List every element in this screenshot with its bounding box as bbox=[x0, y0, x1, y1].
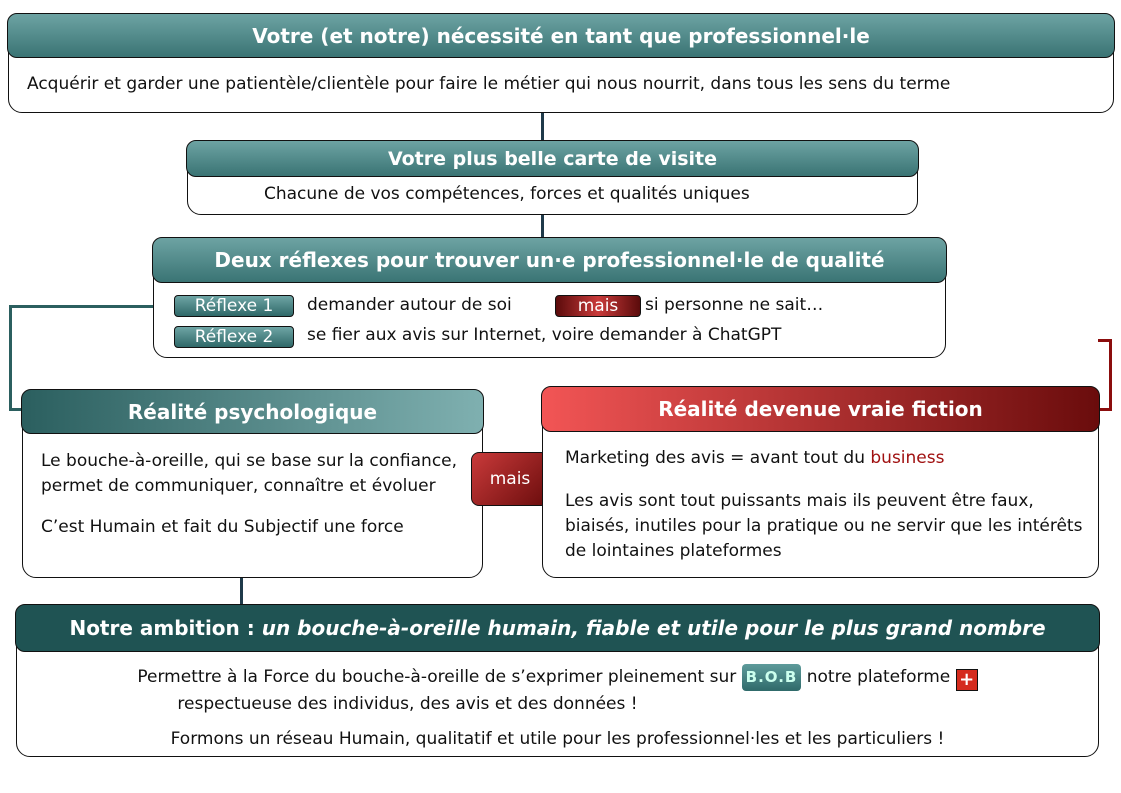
need-text: Acquérir et garder une patientèle/clientèle pour faire le métier qui nous nourrit, dans tous les sens du terme bbox=[27, 74, 951, 94]
ambition-line-3: Formons un réseau Humain, qualitatif et utile pour les professionnel·les et les particuliers ! bbox=[170, 729, 945, 749]
business-word: business bbox=[870, 448, 945, 468]
fiction-p1-text: Marketing des avis = avant tout du bbox=[565, 448, 871, 468]
reflex-2-badge: Réflexe 2 bbox=[174, 326, 294, 348]
reflex-1-text: demander autour de soi bbox=[307, 295, 512, 315]
need-box bbox=[8, 14, 1114, 113]
bob-logo: B.O.B bbox=[742, 664, 802, 691]
ambition-title bbox=[15, 604, 1099, 652]
ambition-title-text: un bouche-à-oreille humain, fiable et utile pour le plus grand nombre bbox=[261, 616, 1046, 641]
ambition-line-2: respectueuse des individus, des avis et des données ! bbox=[177, 694, 638, 714]
reflex-2-text: se fier aux avis sur Internet, voire demander à ChatGPT bbox=[307, 325, 782, 345]
card-box bbox=[187, 141, 918, 215]
reflexes-title: Deux réflexes pour trouver un·e professionnel·le de qualité bbox=[152, 237, 946, 283]
reflex-1-tail: si personne ne sait… bbox=[645, 295, 824, 315]
fiction-p2: Les avis sont tout puissants mais ils peuvent être faux, biaisés, inutiles pour la pratique ou ne servir que les intérêts de lointaines plateformes bbox=[565, 491, 1083, 561]
fiction-text bbox=[565, 446, 1085, 564]
ambition-l1b: notre plateforme bbox=[801, 667, 956, 687]
ambition-text bbox=[17, 664, 1098, 753]
fiction-title: Réalité devenue vraie fiction bbox=[541, 386, 1099, 432]
psy-box bbox=[22, 390, 483, 578]
psy-p1: Le bouche-à-oreille, qui se base sur la confiance, permet de communiquer, connaître et évoluer bbox=[41, 451, 458, 496]
psy-p2: C’est Humain et fait du Subjectif une force bbox=[41, 517, 404, 537]
psy-text bbox=[41, 449, 461, 540]
card-title: Votre plus belle carte de visite bbox=[186, 140, 918, 177]
ambition-line-1 bbox=[17, 664, 1098, 691]
mais-badge: mais bbox=[555, 295, 641, 317]
ambition-box bbox=[16, 605, 1099, 757]
mais-center-badge: mais bbox=[471, 452, 549, 506]
psy-title: Réalité psychologique bbox=[21, 389, 483, 434]
connector bbox=[541, 214, 544, 239]
connector bbox=[541, 112, 544, 142]
ambition-title-label: Notre ambition : bbox=[69, 616, 262, 641]
fiction-p1 bbox=[565, 446, 1085, 471]
reflexes-box bbox=[153, 238, 946, 358]
swiss-flag-icon: + bbox=[956, 669, 978, 691]
card-text: Chacune de vos compétences, forces et qualités uniques bbox=[264, 184, 750, 204]
ambition-l1a: Permettre à la Force du bouche-à-oreille de s’exprimer pleinement sur bbox=[137, 667, 742, 687]
fiction-box bbox=[542, 387, 1099, 578]
need-title: Votre (et notre) nécessité en tant que professionnel·le bbox=[7, 13, 1114, 58]
reflex-1-badge: Réflexe 1 bbox=[174, 295, 294, 317]
connector bbox=[240, 577, 243, 606]
